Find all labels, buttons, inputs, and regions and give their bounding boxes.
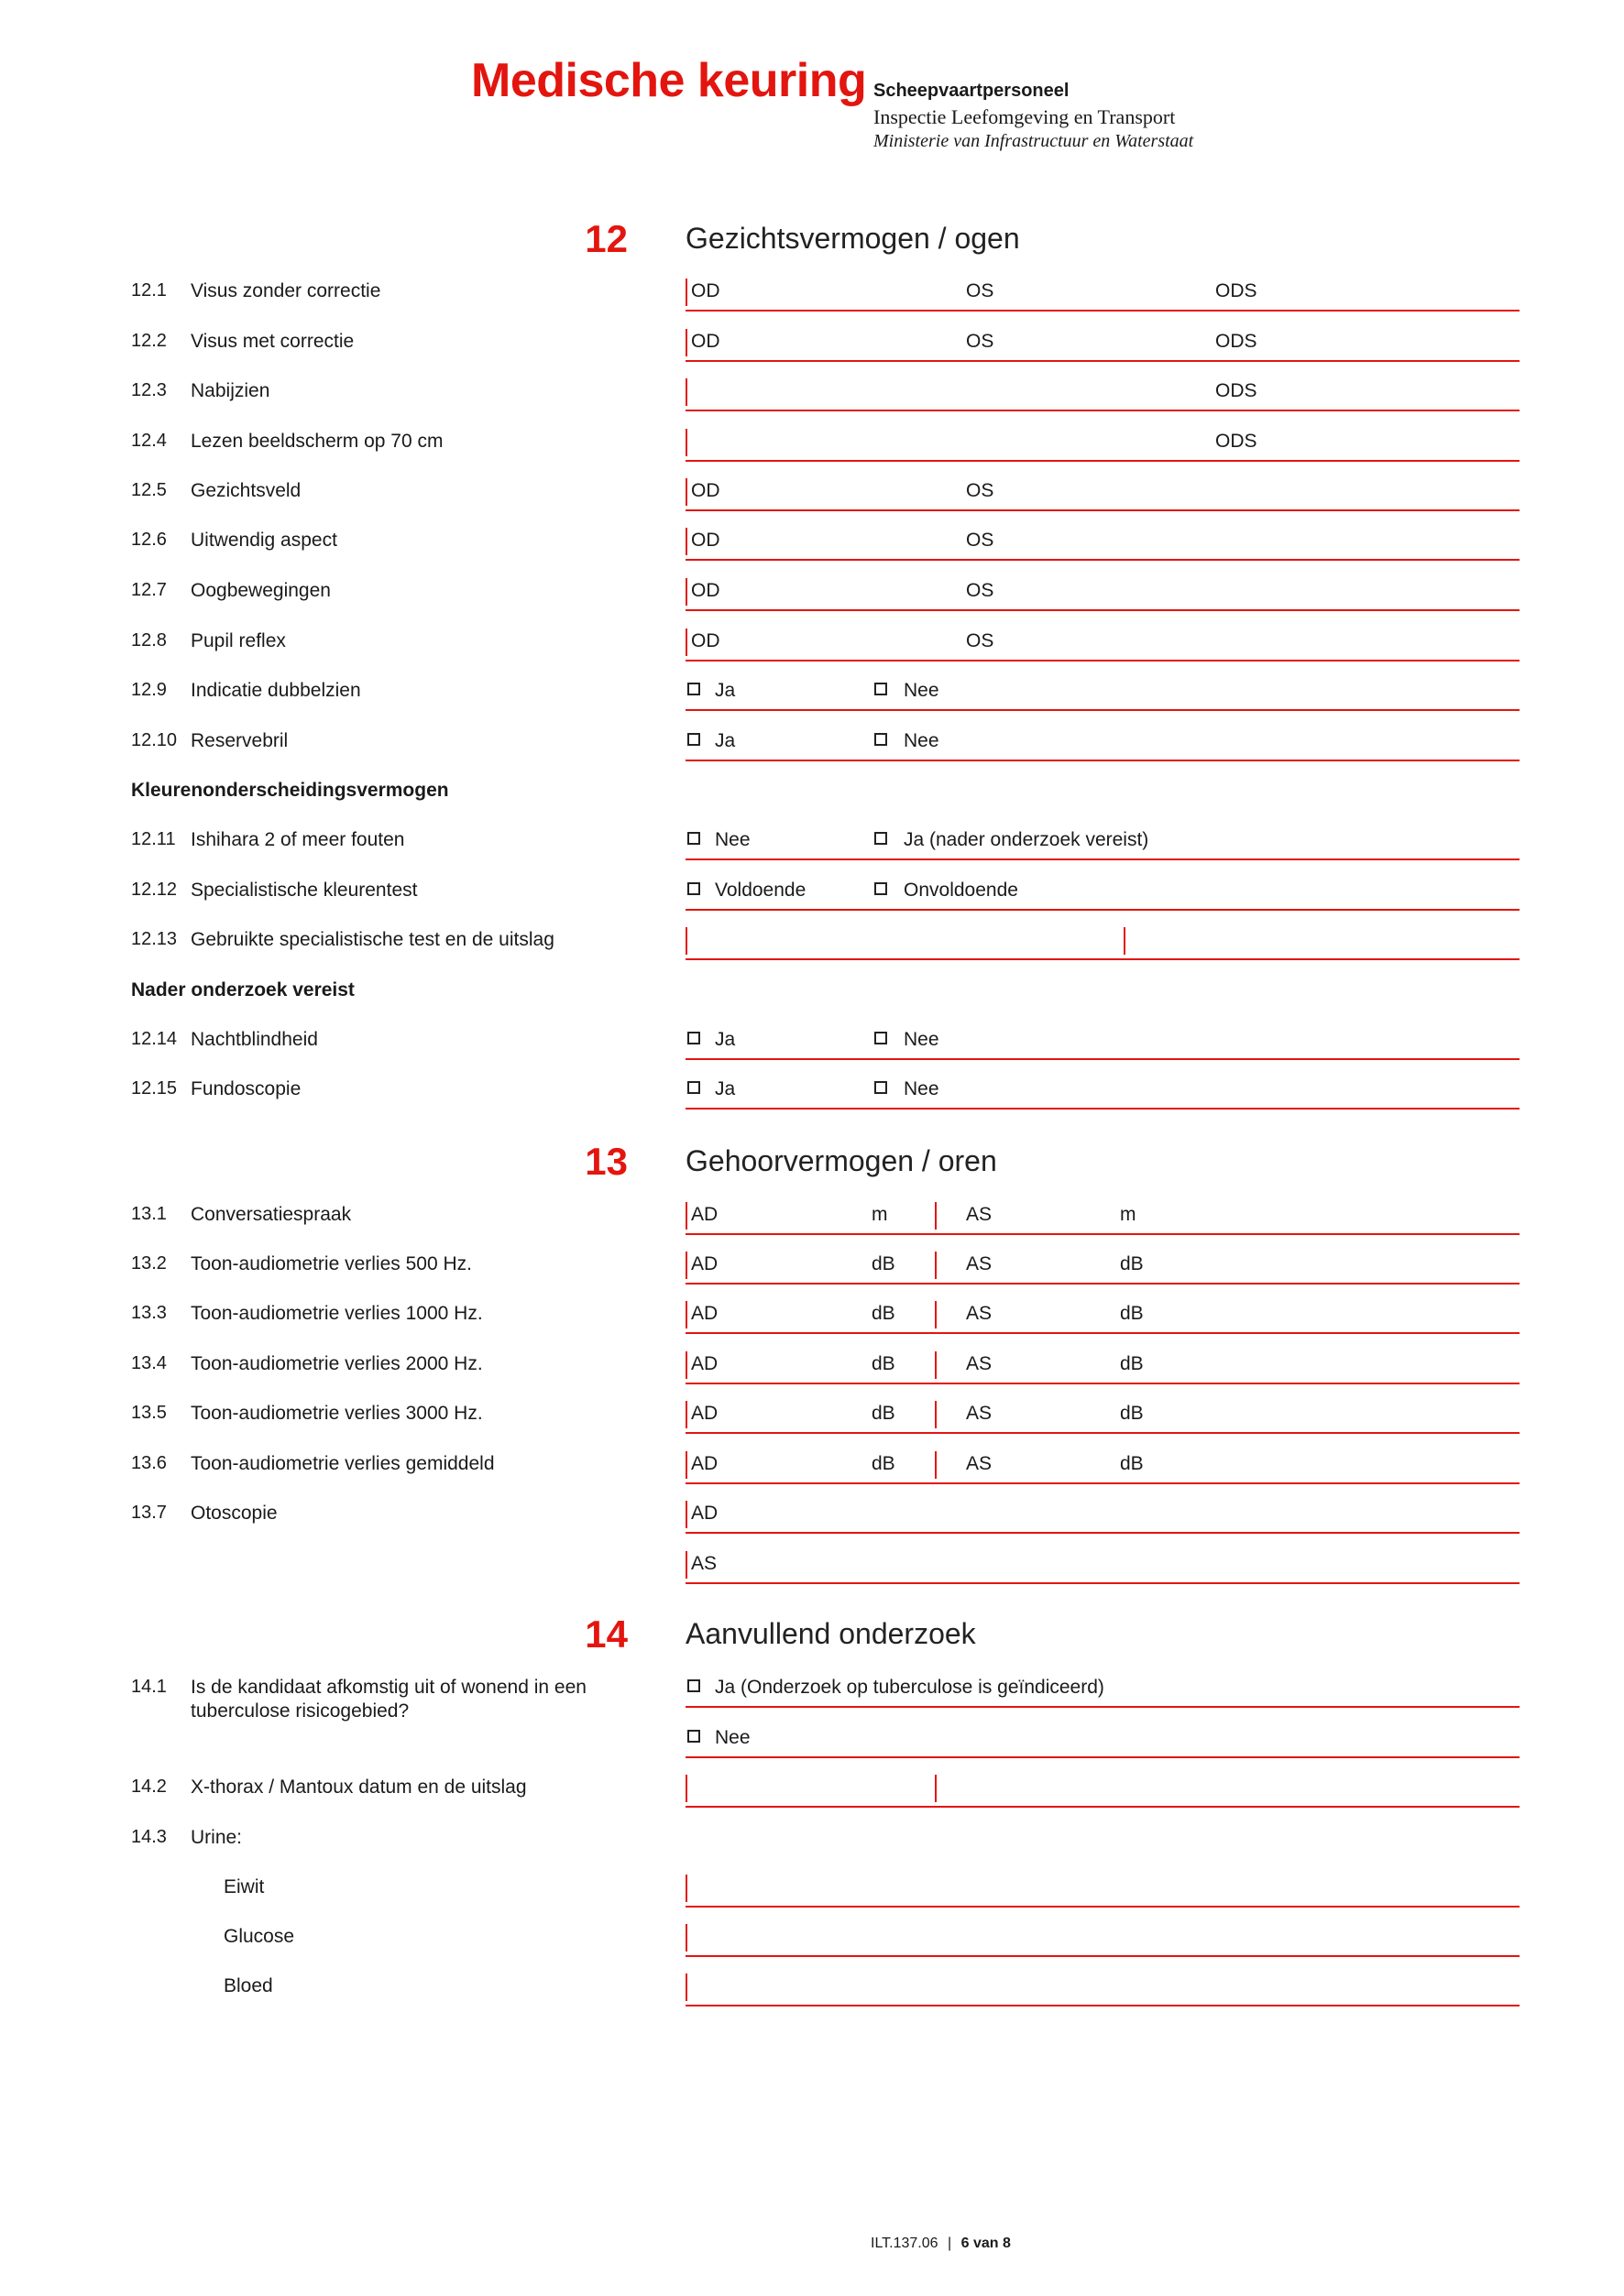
row-12-10	[0, 723, 1624, 760]
unit-label: m	[1120, 1204, 1136, 1225]
field-divider	[935, 1301, 937, 1328]
item-label: X-thorax / Mantoux datum en de uitslag	[191, 1777, 527, 1798]
glucose-field[interactable]	[686, 1919, 1520, 1957]
field-marker	[686, 1351, 687, 1379]
field-divider	[935, 1401, 937, 1428]
row-13-6	[0, 1446, 1624, 1482]
checkbox-label: Ja	[715, 1078, 736, 1099]
field-marker	[686, 1501, 687, 1528]
field-divider	[935, 1775, 937, 1802]
field-marker	[686, 629, 687, 656]
row-12-8	[0, 623, 1624, 660]
ishihara-field	[686, 822, 1520, 860]
checkbox-nee[interactable]	[687, 1730, 700, 1743]
item-number: 12.11	[131, 829, 176, 849]
item-number: 12.8	[131, 630, 167, 651]
item-label: Uitwendig aspect	[191, 530, 337, 551]
item-number: 12.6	[131, 530, 167, 550]
visus-zonder-field[interactable]	[686, 273, 1520, 312]
checkbox-nee[interactable]	[874, 733, 887, 746]
item-number: 13.2	[131, 1253, 167, 1274]
as-label: AS	[966, 1204, 993, 1225]
checkbox-voldoende[interactable]	[687, 882, 700, 895]
section-13-number: 13	[585, 1140, 628, 1183]
checkbox-label: Nee	[715, 829, 751, 850]
item-number: 12.13	[131, 929, 178, 949]
row-13-5	[0, 1395, 1624, 1432]
field-marker	[686, 1924, 687, 1952]
os-label: OS	[966, 331, 994, 352]
field-marker	[686, 1551, 687, 1579]
checkbox-nee[interactable]	[874, 1081, 887, 1094]
field-marker	[686, 1301, 687, 1328]
item-number: 13.4	[131, 1353, 167, 1373]
item-number: 13.7	[131, 1503, 167, 1523]
sub-label: Eiwit	[224, 1876, 265, 1897]
footer-separator: |	[948, 2236, 952, 2251]
item-label: Toon-audiometrie verlies 500 Hz.	[191, 1253, 472, 1274]
row-13-1	[0, 1197, 1624, 1233]
item-number: 12.14	[131, 1029, 178, 1049]
org-inspectorate: Inspectie Leefomgeving en Transport	[873, 105, 1176, 128]
checkbox-nee[interactable]	[874, 683, 887, 695]
row-13-7	[0, 1495, 1624, 1532]
item-label-line1: Is de kandidaat afkomstig uit of wonend in een	[191, 1677, 587, 1698]
item-number: 12.10	[131, 730, 178, 750]
unit-label: dB	[872, 1453, 895, 1474]
row-14-1-nee	[0, 1720, 1624, 1756]
as-label: AS	[966, 1403, 993, 1424]
gezichtsveld-field[interactable]	[686, 473, 1520, 511]
ods-label: ODS	[1215, 331, 1257, 352]
sub-label: Bloed	[224, 1975, 273, 1996]
unit-label: dB	[872, 1353, 895, 1374]
item-label: Nabijzien	[191, 380, 270, 401]
unit-label: dB	[1120, 1253, 1144, 1274]
conversatiespraak-field[interactable]	[686, 1197, 1520, 1235]
row-12-13	[0, 922, 1624, 958]
field-divider	[935, 1351, 937, 1379]
item-label: Toon-audiometrie verlies 1000 Hz.	[191, 1303, 483, 1324]
subhead-nader-onderzoek: Nader onderzoek vereist	[131, 979, 355, 1000]
field-marker	[686, 1401, 687, 1428]
row-12-15	[0, 1071, 1624, 1108]
org-department: Scheepvaartpersoneel	[873, 81, 1070, 101]
unit-label: dB	[1120, 1353, 1144, 1374]
as-label: AS	[691, 1553, 718, 1574]
row-12-6	[0, 522, 1624, 559]
row-12-4	[0, 423, 1624, 460]
os-label: OS	[966, 630, 994, 651]
row-13-7-as	[0, 1546, 1624, 1582]
page-number: 6 van 8	[960, 2236, 1011, 2251]
field-marker	[686, 1202, 687, 1230]
item-number: 12.4	[131, 431, 167, 451]
uitwendig-aspect-field[interactable]	[686, 522, 1520, 561]
audiometrie-3000-field[interactable]	[686, 1395, 1520, 1434]
item-label: Lezen beeldscherm op 70 cm	[191, 431, 444, 452]
form-title: Medische keuring	[471, 54, 867, 107]
field-marker	[686, 1252, 687, 1279]
ods-label: ODS	[1215, 431, 1257, 452]
row-13-2	[0, 1246, 1624, 1283]
row-13-4	[0, 1346, 1624, 1383]
form-code: ILT.137.06	[871, 2236, 938, 2251]
item-label: Toon-audiometrie verlies 2000 Hz.	[191, 1353, 483, 1374]
row-12-5	[0, 473, 1624, 509]
item-label-line2: tuberculose risicogebied?	[191, 1700, 410, 1722]
checkbox-label: Nee	[715, 1727, 751, 1748]
row-14-2	[0, 1769, 1624, 1806]
od-label: OD	[691, 630, 720, 651]
reservebril-field	[686, 723, 1520, 761]
specialistische-test-field[interactable]	[686, 922, 1520, 960]
audiometrie-500-field[interactable]	[686, 1246, 1520, 1285]
item-label: Specialistische kleurentest	[191, 880, 418, 901]
tuberculose-nee-field	[686, 1720, 1520, 1758]
item-number: 12.5	[131, 480, 167, 500]
od-label: OD	[691, 280, 720, 301]
os-label: OS	[966, 480, 994, 501]
item-number: 13.3	[131, 1303, 167, 1323]
os-label: OS	[966, 580, 994, 601]
row-12-1	[0, 273, 1624, 310]
item-label: Pupil reflex	[191, 630, 286, 651]
audiometrie-2000-field[interactable]	[686, 1346, 1520, 1384]
item-number: 12.7	[131, 580, 167, 600]
ad-label: AD	[691, 1353, 719, 1374]
row-urine-glucose	[0, 1919, 1624, 1955]
item-number: 14.3	[131, 1827, 167, 1847]
row-12-11	[0, 822, 1624, 858]
subhead-row	[0, 972, 1624, 1009]
bloed-field[interactable]	[686, 1968, 1520, 2006]
row-12-12	[0, 872, 1624, 909]
item-label: Gebruikte specialistische test en de uitslag	[191, 929, 554, 950]
fundoscopie-field	[686, 1071, 1520, 1110]
xthorax-mantoux-field[interactable]	[686, 1769, 1520, 1808]
subhead-kleurenonderscheiding: Kleurenonderscheidingsvermogen	[131, 780, 449, 801]
unit-label: m	[872, 1204, 888, 1225]
field-marker	[686, 578, 687, 606]
item-label: Toon-audiometrie verlies 3000 Hz.	[191, 1403, 483, 1424]
od-label: OD	[691, 480, 720, 501]
row-urine-eiwit	[0, 1869, 1624, 1906]
item-label: Toon-audiometrie verlies gemiddeld	[191, 1453, 495, 1474]
checkbox-label: Ja	[715, 730, 736, 751]
field-marker	[686, 429, 687, 456]
unit-label: dB	[872, 1303, 895, 1324]
od-label: OD	[691, 530, 720, 551]
checkbox-ja[interactable]	[687, 683, 700, 695]
page-footer	[871, 2236, 1011, 2252]
ad-label: AD	[691, 1403, 719, 1424]
dubbelzien-field	[686, 672, 1520, 711]
as-label: AS	[966, 1253, 993, 1274]
nabijzien-field[interactable]	[686, 373, 1520, 411]
section-13-title: Gehoorvermogen / oren	[686, 1144, 997, 1177]
field-marker	[686, 478, 687, 506]
kleurentest-field	[686, 872, 1520, 911]
row-12-2	[0, 323, 1624, 360]
checkbox-label: Voldoende	[715, 880, 807, 901]
unit-label: dB	[1120, 1303, 1144, 1324]
checkbox-label: Nee	[904, 1029, 939, 1050]
otoscopie-as-field[interactable]	[686, 1546, 1520, 1584]
tuberculose-ja-field	[686, 1669, 1520, 1708]
field-divider	[935, 1451, 937, 1479]
checkbox-label: Nee	[904, 1078, 939, 1099]
field-marker	[686, 1875, 687, 1902]
field-marker	[686, 1775, 687, 1802]
item-label: Reservebril	[191, 730, 289, 751]
ad-label: AD	[691, 1204, 719, 1225]
field-marker	[686, 528, 687, 555]
item-label: Oogbewegingen	[191, 580, 331, 601]
checkbox-ja-tuberculose[interactable]	[687, 1679, 700, 1692]
os-label: OS	[966, 280, 994, 301]
as-label: AS	[966, 1353, 993, 1374]
field-divider	[1124, 927, 1125, 955]
row-urine-bloed	[0, 1968, 1624, 2005]
checkbox-label: Nee	[904, 730, 939, 751]
item-label: Fundoscopie	[191, 1078, 302, 1099]
unit-label: dB	[1120, 1403, 1144, 1424]
item-number: 12.3	[131, 380, 167, 400]
checkbox-nee[interactable]	[874, 1032, 887, 1044]
item-label: Visus zonder correctie	[191, 280, 381, 301]
org-ministry: Ministerie van Infrastructuur en Waterstaat	[873, 131, 1194, 151]
row-14-1	[0, 1669, 1624, 1722]
ad-label: AD	[691, 1453, 719, 1474]
field-marker	[686, 378, 687, 406]
field-divider	[935, 1202, 937, 1230]
unit-label: dB	[872, 1403, 895, 1424]
item-number: 14.1	[131, 1677, 167, 1697]
section-14-number: 14	[585, 1613, 628, 1656]
field-divider	[935, 1252, 937, 1279]
checkbox-label: Nee	[904, 680, 939, 701]
item-label: Visus met correctie	[191, 331, 355, 352]
pupil-reflex-field[interactable]	[686, 623, 1520, 661]
ods-label: ODS	[1215, 380, 1257, 401]
ad-label: AD	[691, 1503, 719, 1524]
checkbox-ja[interactable]	[687, 1081, 700, 1094]
checkbox-label: Onvoldoende	[904, 880, 1018, 901]
eiwit-field[interactable]	[686, 1869, 1520, 1908]
item-label: Nachtblindheid	[191, 1029, 318, 1050]
field-marker	[686, 1973, 687, 2001]
item-number: 12.12	[131, 880, 178, 900]
as-label: AS	[966, 1303, 993, 1324]
audiometrie-gemiddeld-field[interactable]	[686, 1446, 1520, 1484]
visus-met-field[interactable]	[686, 323, 1520, 362]
lezen-beeldscherm-field[interactable]	[686, 423, 1520, 462]
unit-label: dB	[872, 1253, 895, 1274]
row-12-14	[0, 1022, 1624, 1058]
field-marker	[686, 279, 687, 306]
otoscopie-ad-field[interactable]	[686, 1495, 1520, 1534]
checkbox-label: Ja	[715, 680, 736, 701]
row-12-7	[0, 573, 1624, 609]
checkbox-label: Ja (Onderzoek op tuberculose is geïndiceerd)	[715, 1677, 1104, 1698]
ad-label: AD	[691, 1253, 719, 1274]
row-12-9	[0, 672, 1624, 709]
as-label: AS	[966, 1453, 993, 1474]
od-label: OD	[691, 331, 720, 352]
checkbox-label: Ja	[715, 1029, 736, 1050]
item-number: 12.2	[131, 331, 167, 351]
ad-label: AD	[691, 1303, 719, 1324]
field-marker	[686, 1451, 687, 1479]
sub-label: Glucose	[224, 1926, 295, 1947]
checkbox-label: Ja (nader onderzoek vereist)	[904, 829, 1149, 850]
item-number: 13.1	[131, 1204, 167, 1224]
section-12-number: 12	[585, 217, 628, 260]
ods-label: ODS	[1215, 280, 1257, 301]
item-number: 14.2	[131, 1777, 167, 1797]
audiometrie-1000-field[interactable]	[686, 1296, 1520, 1334]
row-12-3	[0, 373, 1624, 410]
section-12-title: Gezichtsvermogen / ogen	[686, 222, 1020, 255]
row-14-3	[0, 1820, 1624, 1856]
od-label: OD	[691, 580, 720, 601]
item-number: 12.1	[131, 280, 167, 301]
section-14-title: Aanvullend onderzoek	[686, 1617, 976, 1650]
item-label: Otoscopie	[191, 1503, 278, 1524]
unit-label: dB	[1120, 1453, 1144, 1474]
item-label: Ishihara 2 of meer fouten	[191, 829, 405, 850]
item-label: Gezichtsveld	[191, 480, 302, 501]
item-number: 12.9	[131, 680, 167, 700]
item-number: 13.6	[131, 1453, 167, 1473]
item-number: 12.15	[131, 1078, 178, 1099]
os-label: OS	[966, 530, 994, 551]
checkbox-nee[interactable]	[687, 832, 700, 845]
checkbox-ja-nader-onderzoek[interactable]	[874, 832, 887, 845]
checkbox-ja[interactable]	[687, 1032, 700, 1044]
field-marker	[686, 329, 687, 356]
checkbox-onvoldoende[interactable]	[874, 882, 887, 895]
item-number: 13.5	[131, 1403, 167, 1423]
item-label: Conversatiespraak	[191, 1204, 352, 1225]
checkbox-ja[interactable]	[687, 733, 700, 746]
nachtblindheid-field	[686, 1022, 1520, 1060]
subhead-row	[0, 772, 1624, 809]
row-13-3	[0, 1296, 1624, 1332]
item-label: Indicatie dubbelzien	[191, 680, 361, 701]
item-label: Urine:	[191, 1827, 243, 1848]
oogbewegingen-field[interactable]	[686, 573, 1520, 611]
field-marker	[686, 927, 687, 955]
